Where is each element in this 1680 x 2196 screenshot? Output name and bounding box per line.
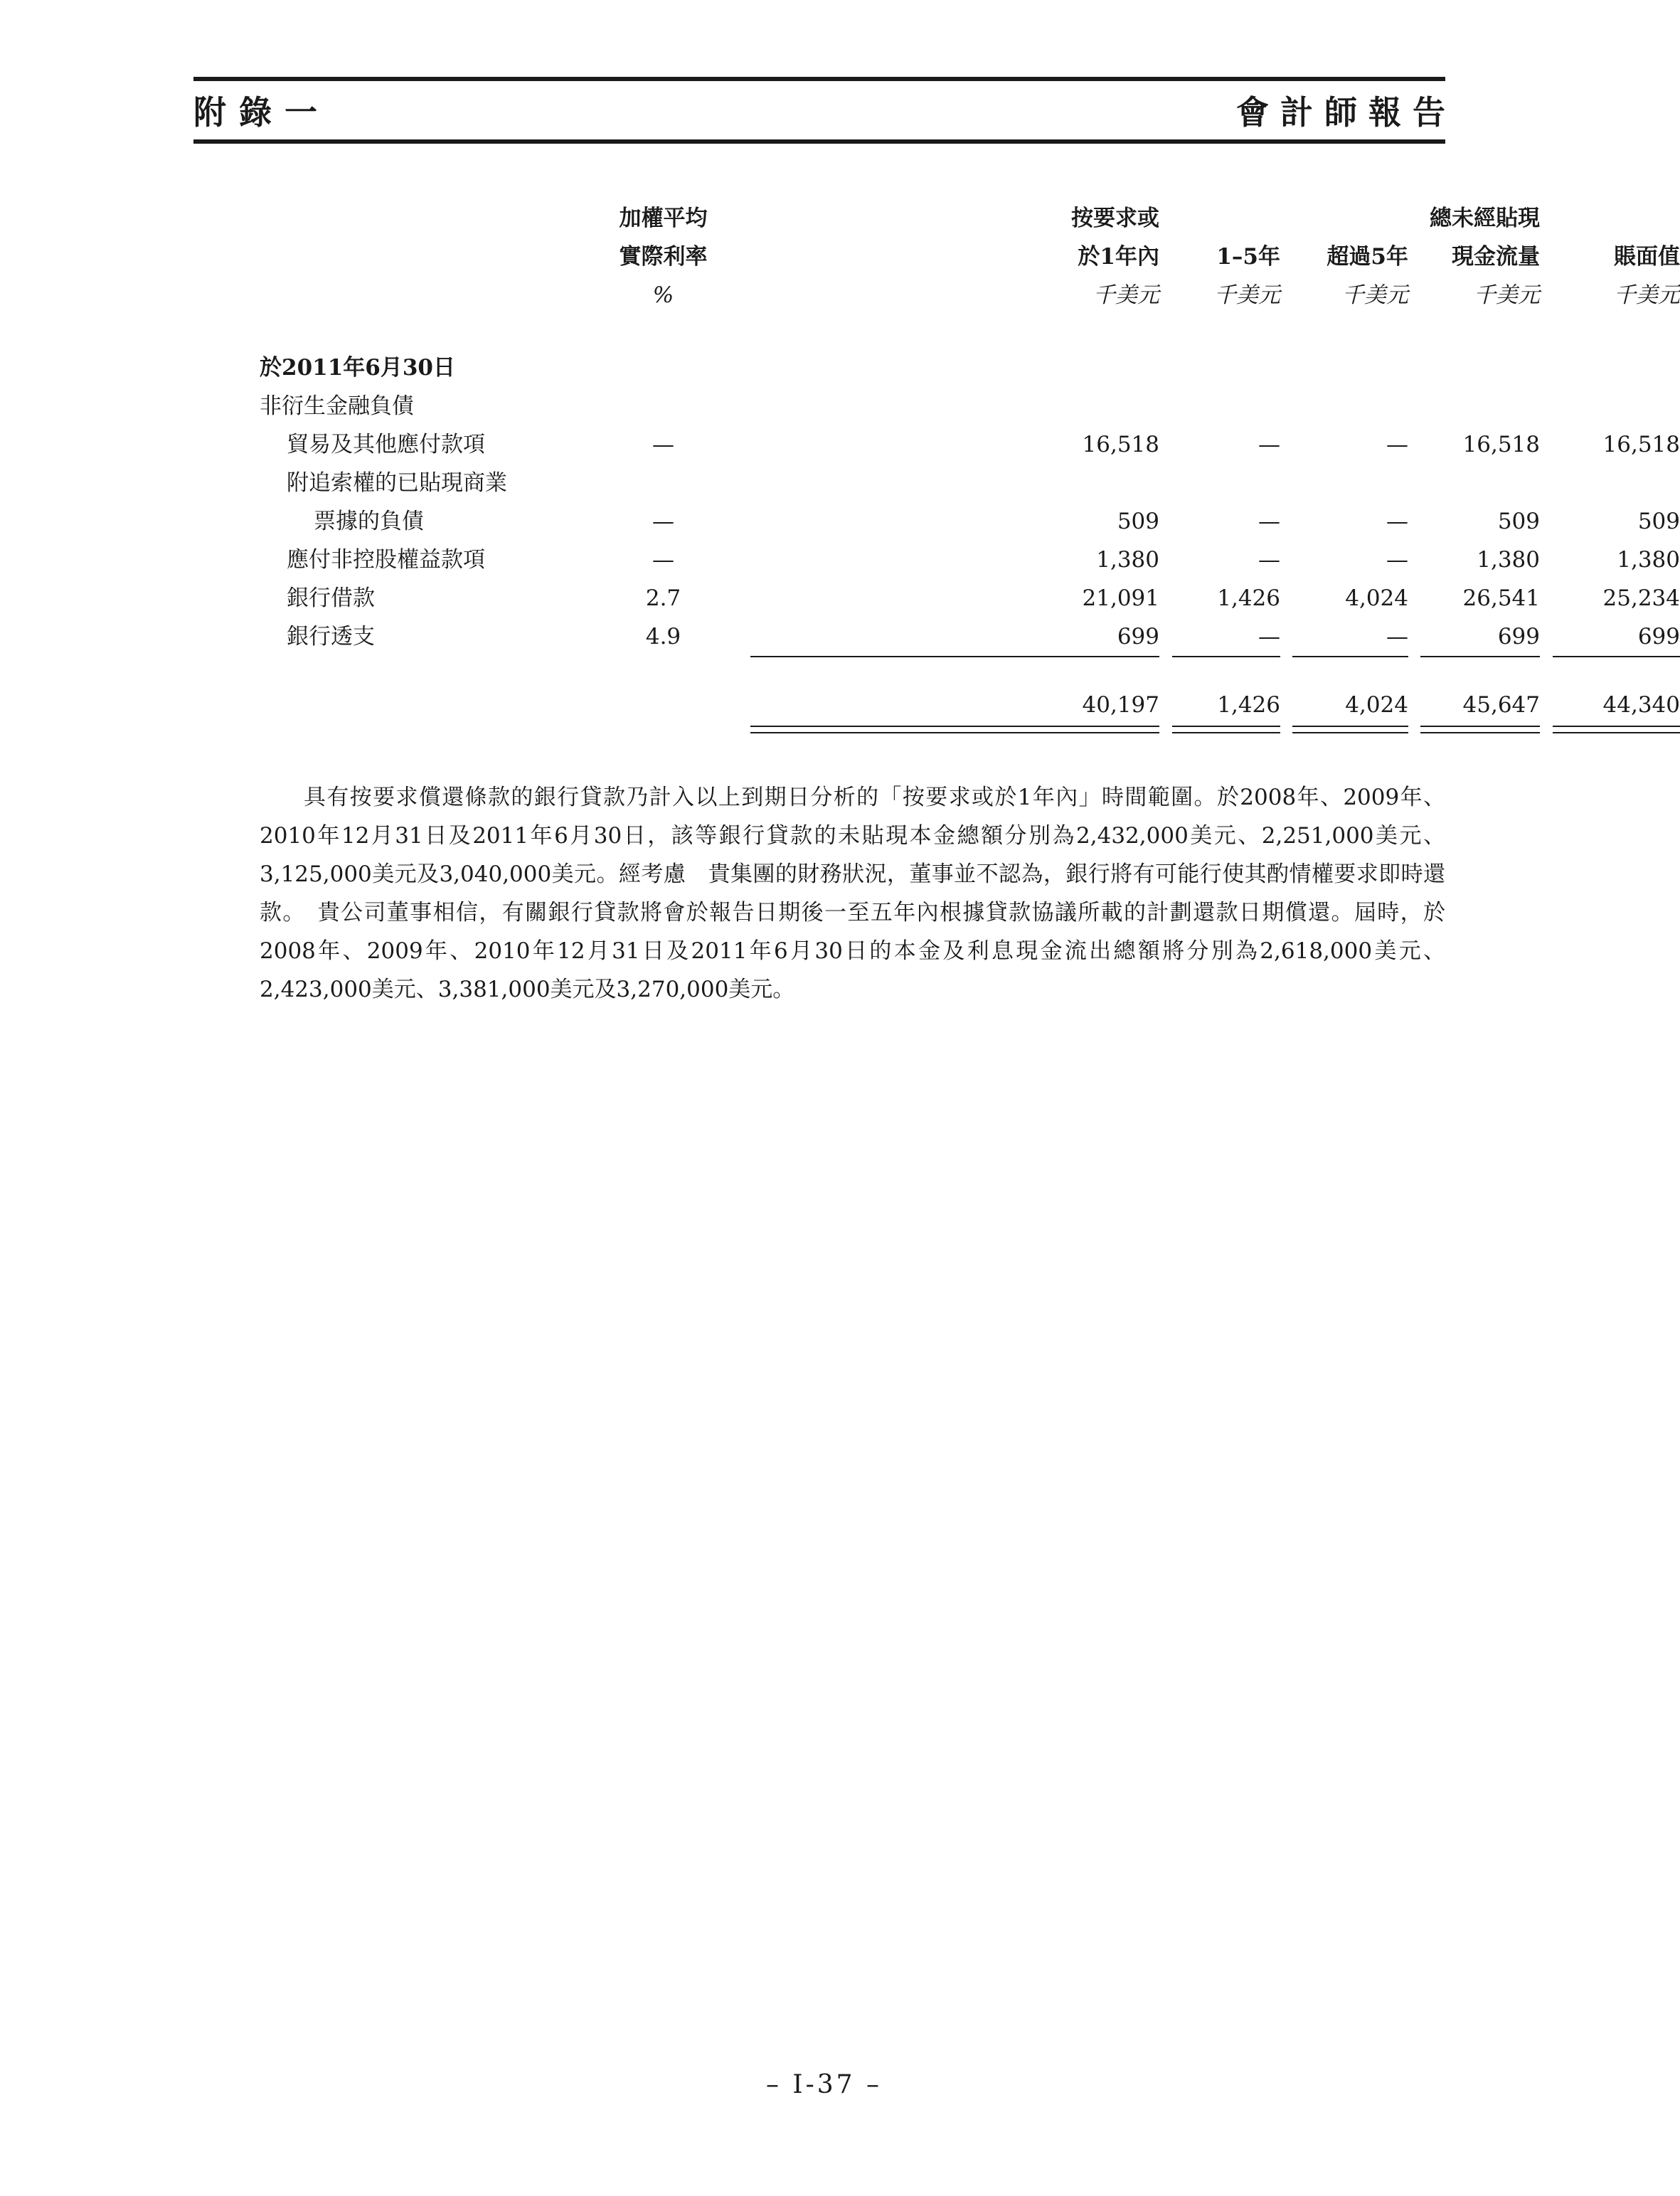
total-double-rule <box>1172 726 1280 733</box>
col-1-5-header: 1–5年 <box>1216 244 1280 270</box>
demand-cell: 699 <box>1117 624 1159 649</box>
y1-5-cell: — <box>1258 432 1280 457</box>
report-title: 會計師報告 <box>1236 93 1457 132</box>
table-row <box>260 579 1680 617</box>
total-cell: 26,541 <box>1462 585 1540 611</box>
total-demand: 40,197 <box>1082 692 1159 718</box>
rate-cell: — <box>652 547 674 573</box>
demand-cell: 509 <box>1117 509 1159 534</box>
row-label: 應付非控股權益款項 <box>287 547 485 573</box>
unit-rate: % <box>652 282 674 308</box>
row-label: 附追索權的已貼現商業 <box>287 470 507 496</box>
units-row <box>260 276 1680 314</box>
total-cell: 699 <box>1497 624 1540 649</box>
appendix-title: 附錄一 <box>193 93 330 132</box>
subtotal-rule <box>1553 656 1680 657</box>
header-row <box>193 81 1457 139</box>
carrying-cell: 16,518 <box>1602 432 1680 457</box>
col-total-header-1: 總未經貼現 <box>1430 206 1540 231</box>
page-number: – I-37 – <box>765 2070 883 2099</box>
y1-5-cell: 1,426 <box>1217 585 1280 611</box>
section-title: 於2011年6月30日 <box>260 355 455 381</box>
col-carrying-header: 賬面值 <box>1614 244 1680 270</box>
demand-cell: 1,380 <box>1096 547 1159 573</box>
total-double-rule <box>1292 726 1408 733</box>
rate-cell: — <box>652 509 674 534</box>
table-row <box>260 425 1680 464</box>
carrying-cell: 25,234 <box>1602 585 1680 611</box>
total-carrying: 44,340 <box>1602 692 1680 718</box>
table-row <box>260 541 1680 579</box>
rate-cell: 4.9 <box>645 624 681 649</box>
total-cell: 1,380 <box>1477 547 1540 573</box>
note-paragraph: 具有按要求償還條款的銀行貸款乃計入以上到期日分析的「按要求或於1年內」時間範圍。於2008年、2009年、2010年12月31日及2011年6月30日，該等銀行貸款的未貼現本金總額分別為2,432,000美元、2,251,000美元、3,125,000美元及3,040,000美元。經考慮 貴集團的財務狀況，董事並不認為，銀行將有可能行使其酌情權要求即時還款。 貴公司董事相信，有關銀行貸款將會於報告日期後一至五年內根據貸款協議所載的計劃還款日期償還。屆時，於2008年、2009年、2010年12月31日及2011年6月30日的本金及利息現金流出總額將分別為2,618,000美元、2,423,000美元、3,381,000美元及3,270,000美元。 <box>260 785 1445 1002</box>
col-over5-header: 超過5年 <box>1327 244 1408 270</box>
unit-demand: 千美元 <box>1093 282 1159 308</box>
rate-cell: — <box>652 432 674 457</box>
unit-total: 千美元 <box>1474 282 1540 308</box>
row-label: 銀行透支 <box>287 624 375 649</box>
col-total-header-2: 現金流量 <box>1452 244 1540 270</box>
demand-cell: 16,518 <box>1082 432 1159 457</box>
total-cell: 16,518 <box>1462 432 1540 457</box>
over5-cell: 4,024 <box>1345 585 1408 611</box>
total-undiscounted: 45,647 <box>1462 692 1540 718</box>
y1-5-cell: — <box>1258 547 1280 573</box>
column-header-row-2 <box>260 238 1680 276</box>
over5-cell: — <box>1386 624 1408 649</box>
row-label: 貿易及其他應付款項 <box>287 432 485 457</box>
col-demand-header-2: 於1年內 <box>1078 244 1159 270</box>
spacer <box>260 314 1445 349</box>
page-header <box>193 77 1457 144</box>
over5-cell: — <box>1386 547 1408 573</box>
carrying-cell: 1,380 <box>1617 547 1680 573</box>
spacer <box>260 656 1445 686</box>
total-double-rule <box>1553 726 1680 733</box>
col-rate-header-1: 加權平均 <box>619 206 708 231</box>
total-double-rule <box>750 726 1159 733</box>
over5-cell: — <box>1386 509 1408 534</box>
table-row <box>260 617 1680 656</box>
col-demand-header-1: 按要求或 <box>1071 206 1159 231</box>
table-row-label-continued <box>260 464 1445 502</box>
demand-cell: 21,091 <box>1082 585 1159 611</box>
group-title: 非衍生金融負債 <box>260 393 414 419</box>
header-bottom-rule <box>193 139 1445 144</box>
over5-cell: — <box>1386 432 1408 457</box>
total-over5: 4,024 <box>1345 692 1408 718</box>
carrying-cell: 509 <box>1637 509 1680 534</box>
total-double-rule <box>1420 726 1540 733</box>
col-rate-header-2: 實際利率 <box>619 244 708 270</box>
y1-5-cell: — <box>1258 509 1280 534</box>
rate-cell: 2.7 <box>645 585 681 611</box>
table-row <box>260 502 1680 541</box>
row-label: 銀行借款 <box>287 585 375 611</box>
unit-over5: 千美元 <box>1342 282 1408 308</box>
row-label-line2: 票據的負債 <box>314 509 424 534</box>
carrying-cell: 699 <box>1637 624 1680 649</box>
total-1-5: 1,426 <box>1217 692 1280 718</box>
total-cell: 509 <box>1497 509 1540 534</box>
section-title-row <box>260 349 1445 387</box>
totals-row <box>260 686 1680 724</box>
unit-carrying: 千美元 <box>1614 282 1680 308</box>
column-header-row-1 <box>260 199 1540 238</box>
liquidity-table <box>260 199 1680 724</box>
group-title-row <box>260 387 1445 425</box>
unit-1-5: 千美元 <box>1214 282 1280 308</box>
explanatory-note <box>260 778 1445 1009</box>
y1-5-cell: — <box>1258 624 1280 649</box>
